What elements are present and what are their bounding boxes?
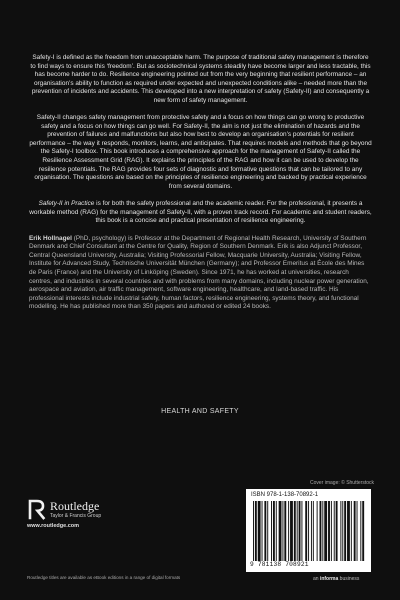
blurb-paragraph-2: Safety-II changes safety management from protective safety and a focus on how things can go wrong to productive safety and a focus on how things can go well. For Safety-II, the aim is not just the elimination of hazards and the prevention of failures and malfunctions but also how best to develop an organisation’s potentials for resilient performance – the way it responds, monitors, learns, and anticipates. That requires models and methods that go beyond the Safety-I toolbox. This book introduces a comprehensive approach for the management of Safety-II called the Resilience Assessment Grid (RAG). It explains the principles of the RAG and how it can be used to develop the resilience potentials. The RAG provides four sets of diagnostic and formative questions that can be tailored to any organisation. The questions are based on the principles of resilience engineering and backed by practical experience from several domains. bbox=[29, 114, 372, 190]
author-name: Erik Hollnagel bbox=[29, 234, 72, 242]
author-bio bbox=[29, 235, 372, 312]
informa-prefix: an bbox=[313, 576, 320, 582]
publisher-website: www.routledge.com bbox=[27, 523, 80, 529]
cover-image-credit: Cover image: © Shutterstock bbox=[310, 480, 374, 486]
publisher-name: Routledge bbox=[50, 499, 100, 513]
subject-category: HEALTH AND SAFETY bbox=[161, 408, 239, 415]
blurb-paragraph-1: Safety-I is defined as the freedom from unacceptable harm. The purpose of traditional safety management is therefore to find ways to ensure this ‘freedom’. But as sociotechnical systems steadily have become larger and less tractable, this has become harder to do. Resilience engineering pointed out from the very beginning that resilient performance – an organisation’s ability to function as required under expected and unexpected conditions alike – needed more than the prevention of incidents and accidents. This developed into a new interpretation of safety (Safety-II) and consequently a new form of safety management. bbox=[30, 54, 371, 104]
ebook-note: Routledge titles are available as eBook editions in a range of digital formats bbox=[27, 575, 181, 580]
informa-brand: informa bbox=[319, 576, 339, 582]
barcode bbox=[251, 501, 367, 561]
publisher-group: Taylor & Francis Group bbox=[50, 513, 102, 519]
isbn-barcode-box bbox=[246, 489, 371, 572]
routledge-logo-icon bbox=[27, 498, 47, 520]
isbn-label: ISBN 978-1-138-70892-1 bbox=[251, 492, 319, 498]
informa-suffix: business bbox=[338, 576, 360, 582]
blurb-paragraph-3-text: is for both the safety professional and the academic reader. For the professional, it presents a workable method (RAG) for the management of Safety-II, with a proven track record. For academic and student readers, this book is a concise and practical presentation of resilience engineering. bbox=[29, 200, 372, 225]
book-title: Safety-II in Practice bbox=[38, 200, 95, 208]
blurb-paragraph-3 bbox=[29, 200, 372, 226]
back-cover-text bbox=[29, 54, 372, 312]
informa-tagline bbox=[313, 576, 359, 582]
author-bio-text: (PhD, psychology) is Professor at the Department of Regional Health Research, University of Southern Denmark and Chief Consultant at the Centre for Quality, Region of Southern Denmark. Erik is also Adjunct Professor, Central Queensland University, Australia; Visiting Professorial Fellow, Macquarie University, Australia; Visiting Fellow, Institute for Advanced Study, Technische Universität München (Germany); and Professor Emeritus at École des Mines de Paris (France) and the University of Linköping (Sweden). Since 1971, he has worked at universities, research centres, and industries in several countries and with problems from many domains, including nuclear power generation, aerospace and aviation, air traffic management, software engineering, healthcare, and land-based traffic. His professional interests include industrial safety, human factors, resilience engineering, systems theory, and functional modelling. He has published more than 350 papers and authored or edited 24 books. bbox=[29, 234, 369, 311]
barcode-digits: 9 781138 708921 bbox=[250, 561, 309, 568]
